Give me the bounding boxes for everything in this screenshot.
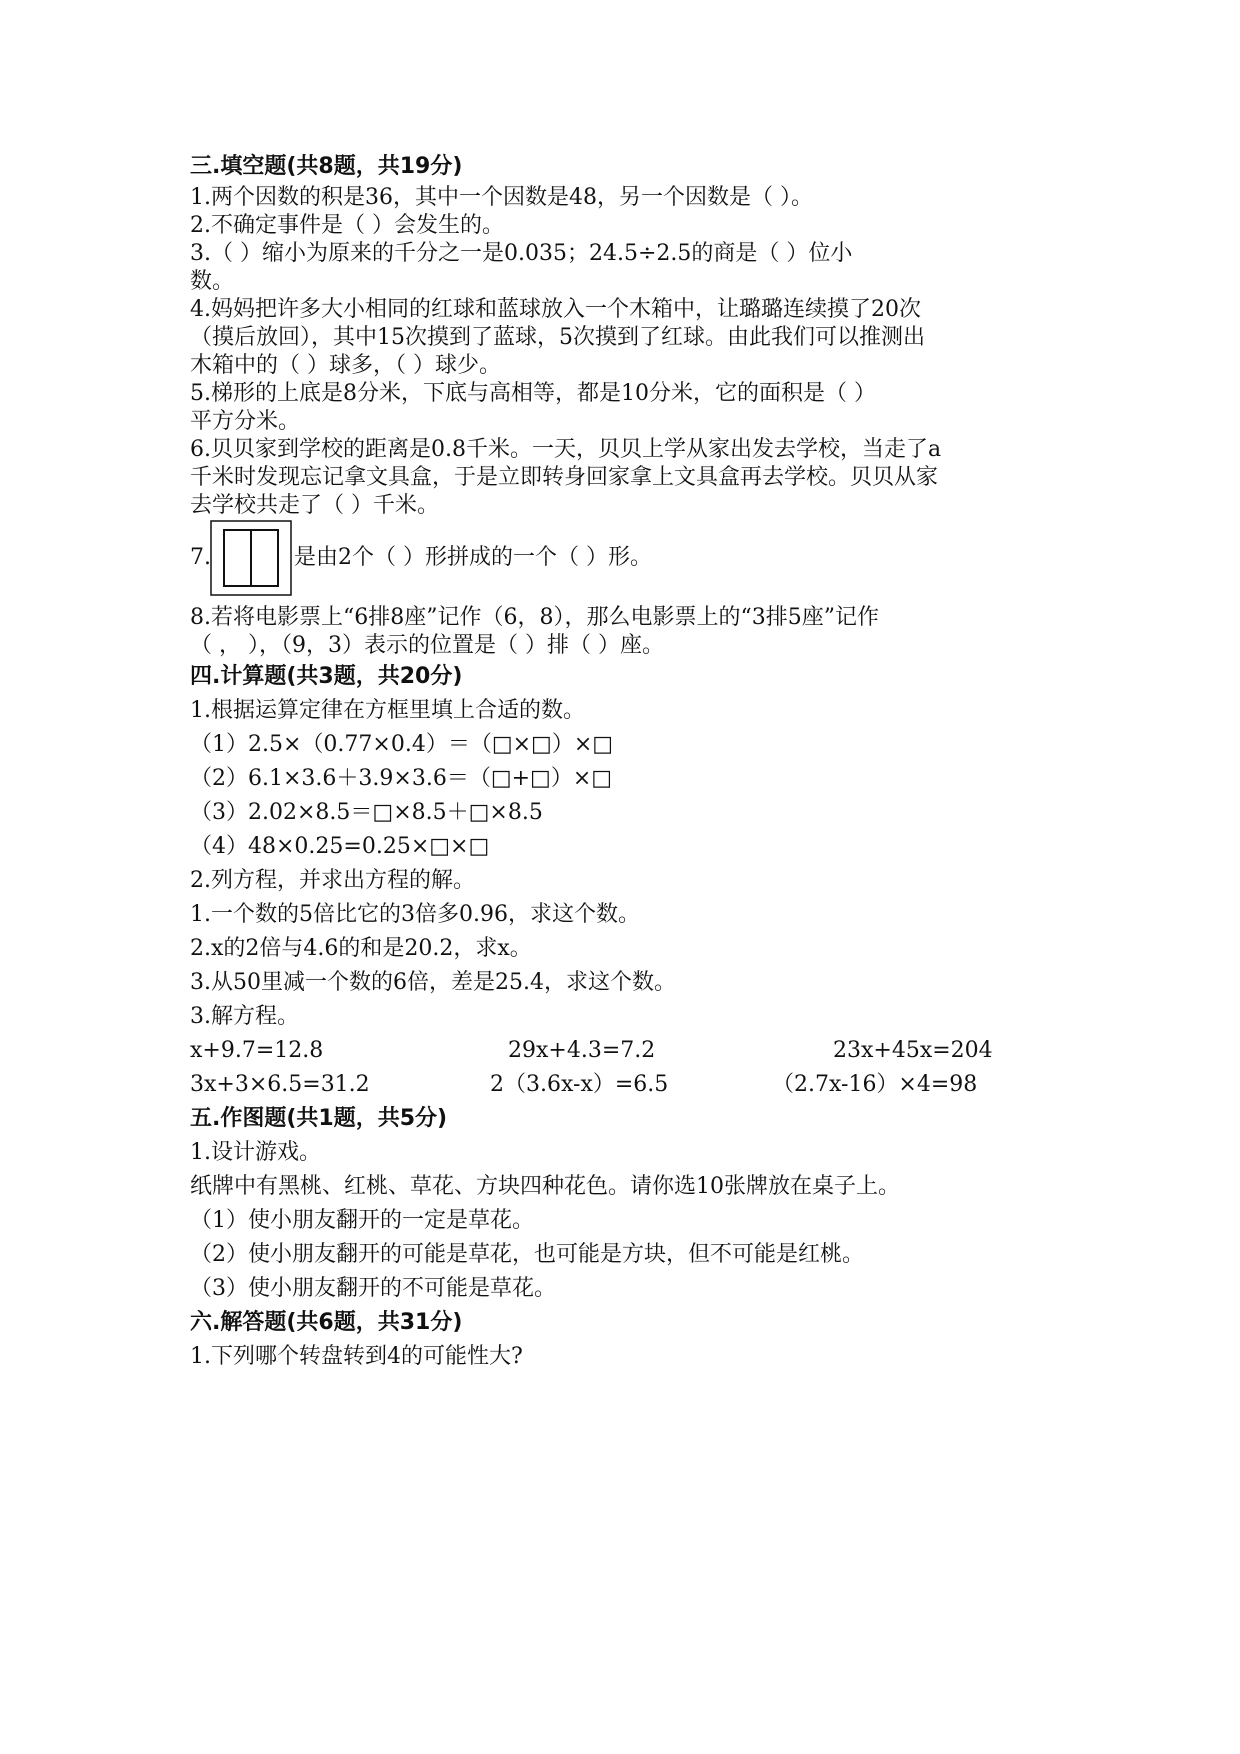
- s5-q1: 1.设计游戏。: [190, 1140, 321, 1165]
- s3-q3-line1: 3.（ ）缩小为原来的千分之一是0.035；24.5÷2.5的商是（ ）位小: [190, 241, 853, 266]
- s3-q7-number: 7.: [190, 545, 211, 570]
- equation-row-1: [190, 1034, 1060, 1068]
- s4-q1-item: （2）6.1×3.6＋3.9×3.6＝（□+□）×□: [190, 766, 613, 791]
- s4-q2: 2.列方程，并求出方程的解。: [190, 868, 475, 893]
- s4-q3: 3.解方程。: [190, 1004, 299, 1029]
- s3-q4-line1: 4.妈妈把许多大小相同的红球和蓝球放入一个木箱中，让璐璐连续摸了20次: [190, 297, 921, 322]
- s4-q2-item: 2.x的2倍与4.6的和是20.2，求x。: [190, 936, 532, 961]
- s3-q1: 1.两个因数的积是36，其中一个因数是48，另一个因数是（ ）。: [190, 185, 813, 210]
- s3-q5-line2: 平方分米。: [190, 409, 301, 434]
- s3-q6-line3: 去学校共走了（ ）千米。: [190, 493, 439, 518]
- s4-q1-item: （4）48×0.25=0.25×□×□: [190, 834, 490, 859]
- s4-q1-item: （1）2.5×（0.77×0.4）＝（□×□）×□: [190, 732, 614, 757]
- equation: 29x+4.3=7.2: [508, 1038, 656, 1063]
- s3-q6-line2: 千米时发现忘记拿文具盒，于是立即转身回家拿上文具盒再去学校。贝贝从家: [190, 465, 939, 490]
- equation-row-2: [190, 1068, 1060, 1102]
- s4-q2-item: 1.一个数的5倍比它的3倍多0.96，求这个数。: [190, 902, 640, 927]
- equation: 2（3.6x-x）=6.5: [490, 1072, 669, 1097]
- section-6-title: 六.解答题(共6题，共31分): [190, 1310, 463, 1335]
- s5-item: （2）使小朋友翻开的可能是草花，也可能是方块，但不可能是红桃。: [190, 1242, 864, 1267]
- two-rectangles-figure: [210, 520, 292, 596]
- s3-q6-line1: 6.贝贝家到学校的距离是0.8千米。一天，贝贝上学从家出发去学校，当走了a: [190, 437, 942, 462]
- s4-q1-item: （3）2.02×8.5＝□×8.5＋□×8.5: [190, 800, 543, 825]
- section-5-title: 五.作图题(共1题，共5分): [190, 1106, 448, 1131]
- s3-q8-line1: 8.若将电影票上“6排8座”记作（6，8），那么电影票上的“3排5座”记作: [190, 605, 879, 630]
- s4-q2-item: 3.从50里减一个数的6倍，差是25.4，求这个数。: [190, 970, 676, 995]
- s3-q4-line2: （摸后放回），其中15次摸到了蓝球，5次摸到了红球。由此我们可以推测出: [190, 325, 925, 350]
- s3-q3-line2: 数。: [190, 269, 235, 294]
- s3-q8-line2: （ ， ），（9，3）表示的位置是（ ）排（ ）座。: [190, 633, 664, 658]
- equation: x+9.7=12.8: [190, 1038, 324, 1063]
- section-4-title: 四.计算题(共3题，共20分): [190, 664, 463, 689]
- section-3-title: 三.填空题(共8题，共19分): [190, 154, 463, 179]
- equation: （2.7x-16）×4=98: [772, 1072, 978, 1097]
- s3-q5-line1: 5.梯形的上底是8分米，下底与高相等，都是10分米，它的面积是（ ）: [190, 381, 876, 406]
- worksheet-content: [190, 150, 1060, 1374]
- equation: 3x+3×6.5=31.2: [190, 1072, 370, 1097]
- s4-q1: 1.根据运算定律在方框里填上合适的数。: [190, 698, 585, 723]
- s6-q1: 1.下列哪个转盘转到4的可能性大?: [190, 1344, 523, 1369]
- s3-q2: 2.不确定事件是（ ）会发生的。: [190, 213, 504, 238]
- s3-q7-text: 是由2个（ ）形拼成的一个（ ）形。: [294, 545, 652, 570]
- s5-intro: 纸牌中有黑桃、红桃、草花、方块四种花色。请你选10张牌放在桌子上。: [190, 1174, 900, 1199]
- s5-item: （1）使小朋友翻开的一定是草花。: [190, 1208, 534, 1233]
- equation: 23x+45x=204: [833, 1038, 993, 1063]
- s5-item: （3）使小朋友翻开的不可能是草花。: [190, 1276, 556, 1301]
- s3-q4-line3: 木箱中的（ ）球多，（ ）球少。: [190, 353, 501, 378]
- s3-q7: [190, 520, 1060, 604]
